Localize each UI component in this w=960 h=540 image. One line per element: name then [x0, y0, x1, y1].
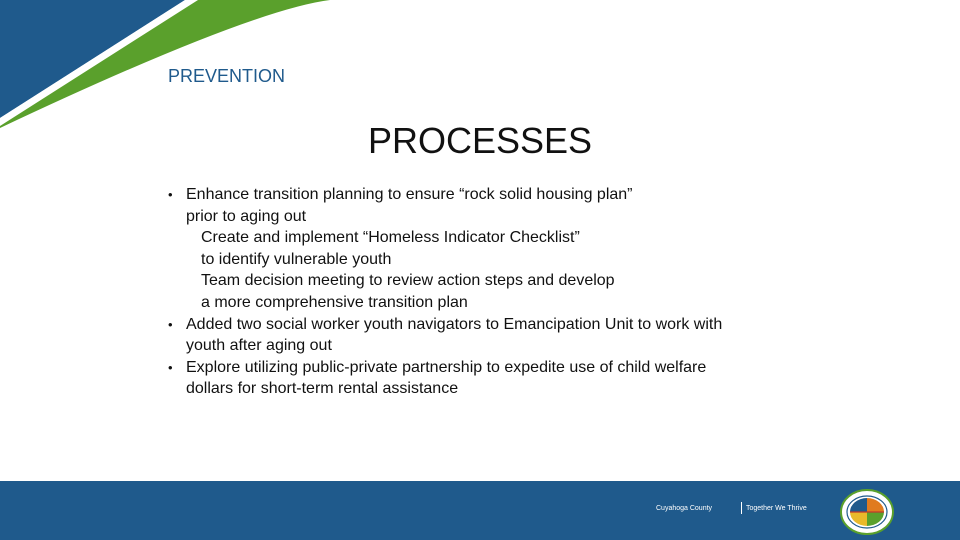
county-seal-icon: [840, 489, 894, 535]
bullet-marker: •: [168, 359, 173, 375]
list-item-text: dollars for short-term rental assistance: [186, 380, 459, 398]
list-item: [168, 357, 848, 379]
section-label: PREVENTION: [168, 66, 286, 86]
list-item: [168, 184, 848, 206]
list-item-text: prior to aging out: [186, 207, 307, 225]
list-item: [168, 227, 848, 249]
list-item-text: Create and implement “Homeless Indicator Checklist”: [201, 229, 580, 247]
list-item: [168, 378, 848, 400]
slide-title: PROCESSES: [367, 120, 593, 161]
footer-divider: [741, 502, 742, 514]
bullet-marker: •: [168, 187, 173, 202]
list-item: [168, 292, 848, 314]
list-item-text: Enhance transition planning to ensure “rock solid housing plan”: [186, 186, 633, 203]
list-item: [168, 206, 848, 228]
corner-decoration: [0, 0, 330, 130]
content-list: [168, 184, 848, 400]
list-item: [168, 335, 848, 357]
footer-bar: [0, 481, 960, 540]
list-item: [168, 314, 848, 336]
list-item-text: Explore utilizing public-private partnership to expedite use of child welfare: [186, 358, 707, 376]
list-item-text: Team decision meeting to review action steps and develop: [201, 272, 615, 290]
footer-tagline: Together We Thrive: [746, 505, 807, 512]
list-item-text: youth after aging out: [186, 337, 332, 355]
list-item-text: to identify vulnerable youth: [201, 250, 392, 268]
list-item: [168, 270, 848, 292]
list-item: [168, 249, 848, 271]
footer-county-name: Cuyahoga County: [656, 505, 713, 512]
bullet-marker: •: [168, 316, 173, 332]
list-item-text: Added two social worker youth navigators to Emancipation Unit to work with: [186, 315, 723, 333]
list-item-text: a more comprehensive transition plan: [201, 293, 468, 311]
